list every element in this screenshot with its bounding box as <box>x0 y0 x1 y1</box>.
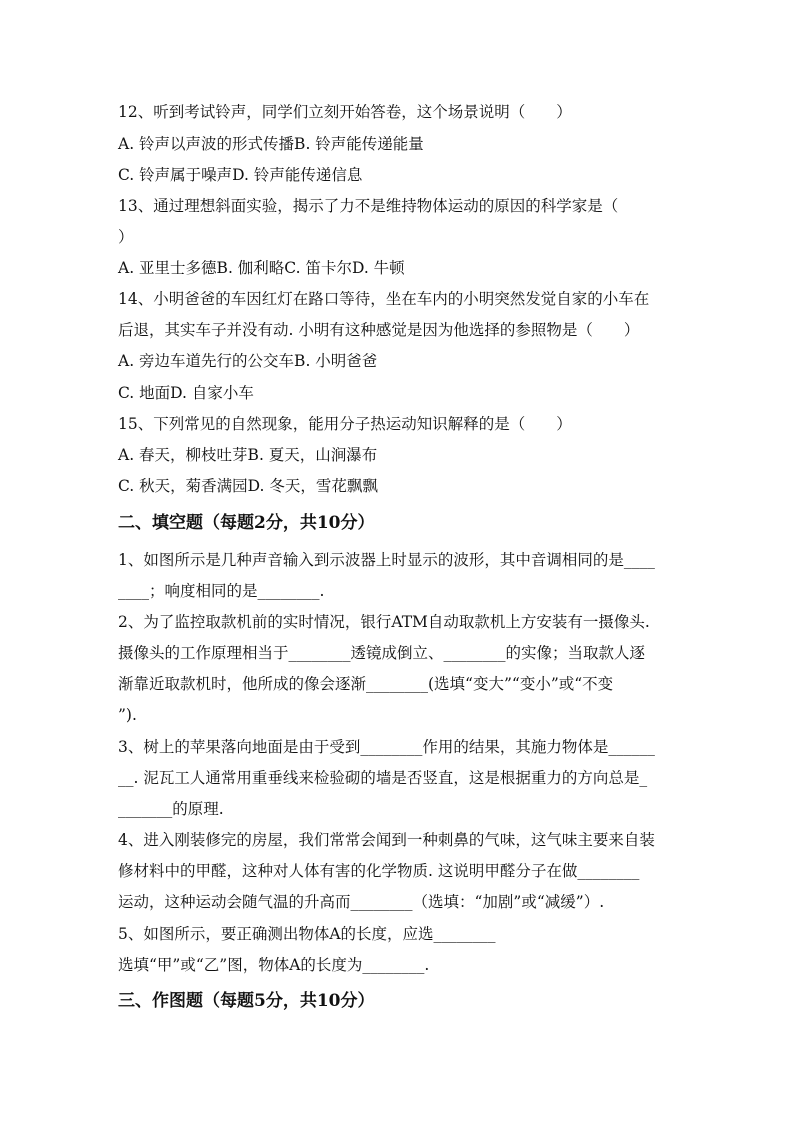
fill-item-text: 运动，这种运动会随气温的升高而________（选填：“加剧”或“减缓”）. <box>118 893 605 911</box>
answer-options: A. 旁边车道先行的公交车B. 小明爸爸 <box>118 352 378 370</box>
answer-options: A. 春天，柳枝吐芽B. 夏天，山涧瀑布 <box>118 446 378 464</box>
question-stem-continued: 后退，其实车子并没有动. 小明有这种感觉是因为他选择的参照物是（ ） <box>118 321 640 339</box>
question-stem: 13、通过理想斜面实验，揭示了力不是维持物体运动的原因的科学家是（ <box>118 197 619 215</box>
answer-options: C. 秋天，菊香满园D. 冬天，雪花飘飘 <box>118 477 378 495</box>
question-stem: 15、下列常见的自然现象，能用分子热运动知识解释的是（ ） <box>118 415 572 433</box>
fill-item-text: ____；响度相同的是________. <box>118 582 325 600</box>
question-stem: 12、听到考试铃声，同学们立刻开始答卷，这个场景说明（ ） <box>118 103 572 121</box>
answer-options: C. 铃声属于噪声D. 铃声能传递信息 <box>118 166 363 184</box>
fill-item-text: 3、树上的苹果落向地面是由于受到________作用的结果，其施力物体是______ <box>118 738 655 756</box>
fill-item-text: 修材料中的甲醛，这种对人体有害的化学物质. 这说明甲醛分子在做________ <box>118 862 640 880</box>
fill-item-text: 摄像头的工作原理相当于________透镜成倒立、________的实像；当取款人逐 <box>118 644 646 662</box>
fill-item-text: 4、进入刚装修完的房屋，我们常常会闻到一种刺鼻的气味，这气味主要来自装 <box>118 831 655 849</box>
answer-options: C. 地面D. 自家小车 <box>118 384 254 402</box>
answer-options: A. 亚里士多德B. 伽利略C. 笛卡尔D. 牛顿 <box>118 259 405 277</box>
fill-item-text: 渐靠近取款机时，他所成的像会逐渐________(选填“变大”“变小”或“不变 <box>118 675 614 693</box>
fill-item-text: ”). <box>118 706 137 724</box>
answer-options: A. 铃声以声波的形式传播B. 铃声能传递能量 <box>118 135 424 153</box>
fill-item-text: 选填“甲”或“乙”图，物体A的长度为________. <box>118 956 430 974</box>
fill-item-text: 2、为了监控取款机前的实时情况，银行ATM自动取款机上方安装有一摄像头. <box>118 613 650 631</box>
fill-item-text: __. 泥瓦工人通常用重垂线来检验砌的墙是否竖直，这是根据重力的方向总是_ <box>118 769 648 787</box>
fill-item-text: _______的原理. <box>118 800 224 818</box>
section-title-fill-in: 二、填空题（每题2分，共10分） <box>118 513 375 533</box>
fill-item-text: 5、如图所示，要正确测出物体A的长度，应选________ <box>118 925 496 943</box>
question-stem: 14、小明爸爸的车因红灯在路口等待，坐在车内的小明突然发觉自家的小车在 <box>118 290 650 308</box>
section-title-drawing: 三、作图题（每题5分，共10分） <box>118 991 375 1011</box>
fill-item-text: 1、如图所示是几种声音输入到示波器上时显示的波形，其中音调相同的是____ <box>118 551 655 569</box>
question-stem-continued: ） <box>118 228 134 246</box>
